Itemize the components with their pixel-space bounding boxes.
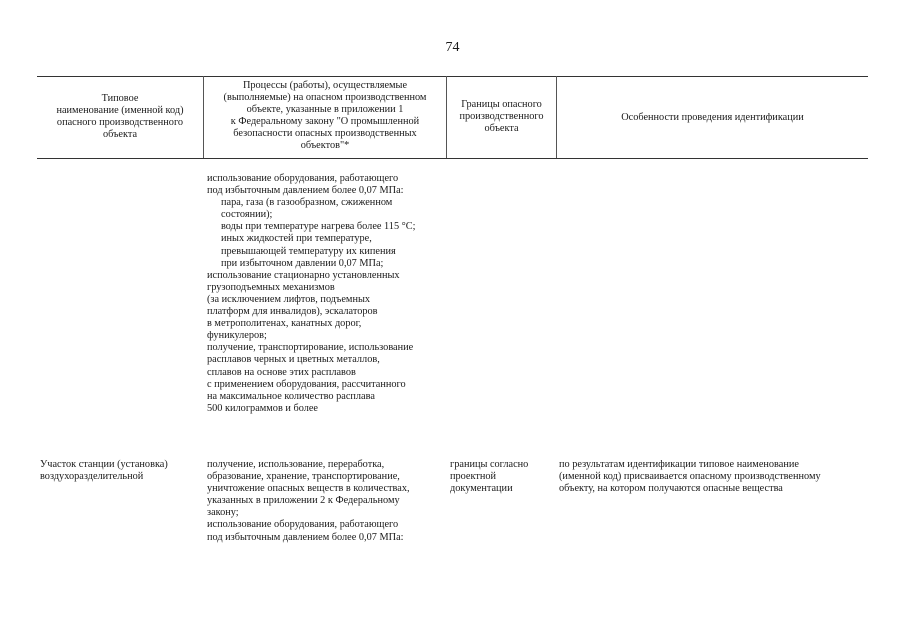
page-number: 74 (445, 40, 460, 55)
row1-processes-cell: использование оборудования, работающего под избыточным давлением более 0,07 МПа: пара, газа (в газообразном, сжиженном состоянии); воды при температуре нагрева более 115 °С; иных жидкостей при температуре, превышающей температуру их кипения при избыточном давлении 0,07 МПа; использование стационарно установленных грузоподъемных механизмов (за исключением лифтов, подъемных платформ для инвалидов), эскалаторов в метрополитенах, канатных дорог, фуникулеров; получение, транспортирование, использование расплавов черных и цветных металлов, сплавов на основе этих расплавов с применением оборудования, рассчитанного на максимальное количество расплава 500 килограммов и более (207, 173, 416, 414)
header-cell-identification: Особенности проведения идентификации (621, 112, 804, 123)
row2-processes-cell: получение, использование, переработка, образование, хранение, транспортирование, уничтожение опасных веществ в количествах, указанных в приложении 2 к Федеральному закону; использование оборудования, работающего под избыточным давлением более 0,07 МПа: (207, 459, 410, 543)
header-cell-object-name: Типовое наименование (именной код) опасного производственного объекта (56, 93, 184, 141)
row2-boundaries-cell: границы согласно проектной документации (450, 459, 529, 495)
header-cell-processes: Процессы (работы), осуществляемые (выполняемые) на опасном производственном объекте, указанные в приложении 1 к Федеральному закону "О промышленной безопасности опасных производственных объектов"* (223, 80, 427, 152)
row2-object-name-cell: Участок станции (установка) воздухоразделительной (40, 459, 168, 483)
header-cell-boundaries: Границы опасного производственного объекта (459, 99, 544, 135)
row2-identification-cell: по результатам идентификации типовое наименование (именной код) присваивается опасному производственному объекту, на котором получаются опасные вещества (559, 459, 821, 495)
header-bottom-rule (37, 158, 868, 159)
table-top-rule (37, 76, 868, 77)
